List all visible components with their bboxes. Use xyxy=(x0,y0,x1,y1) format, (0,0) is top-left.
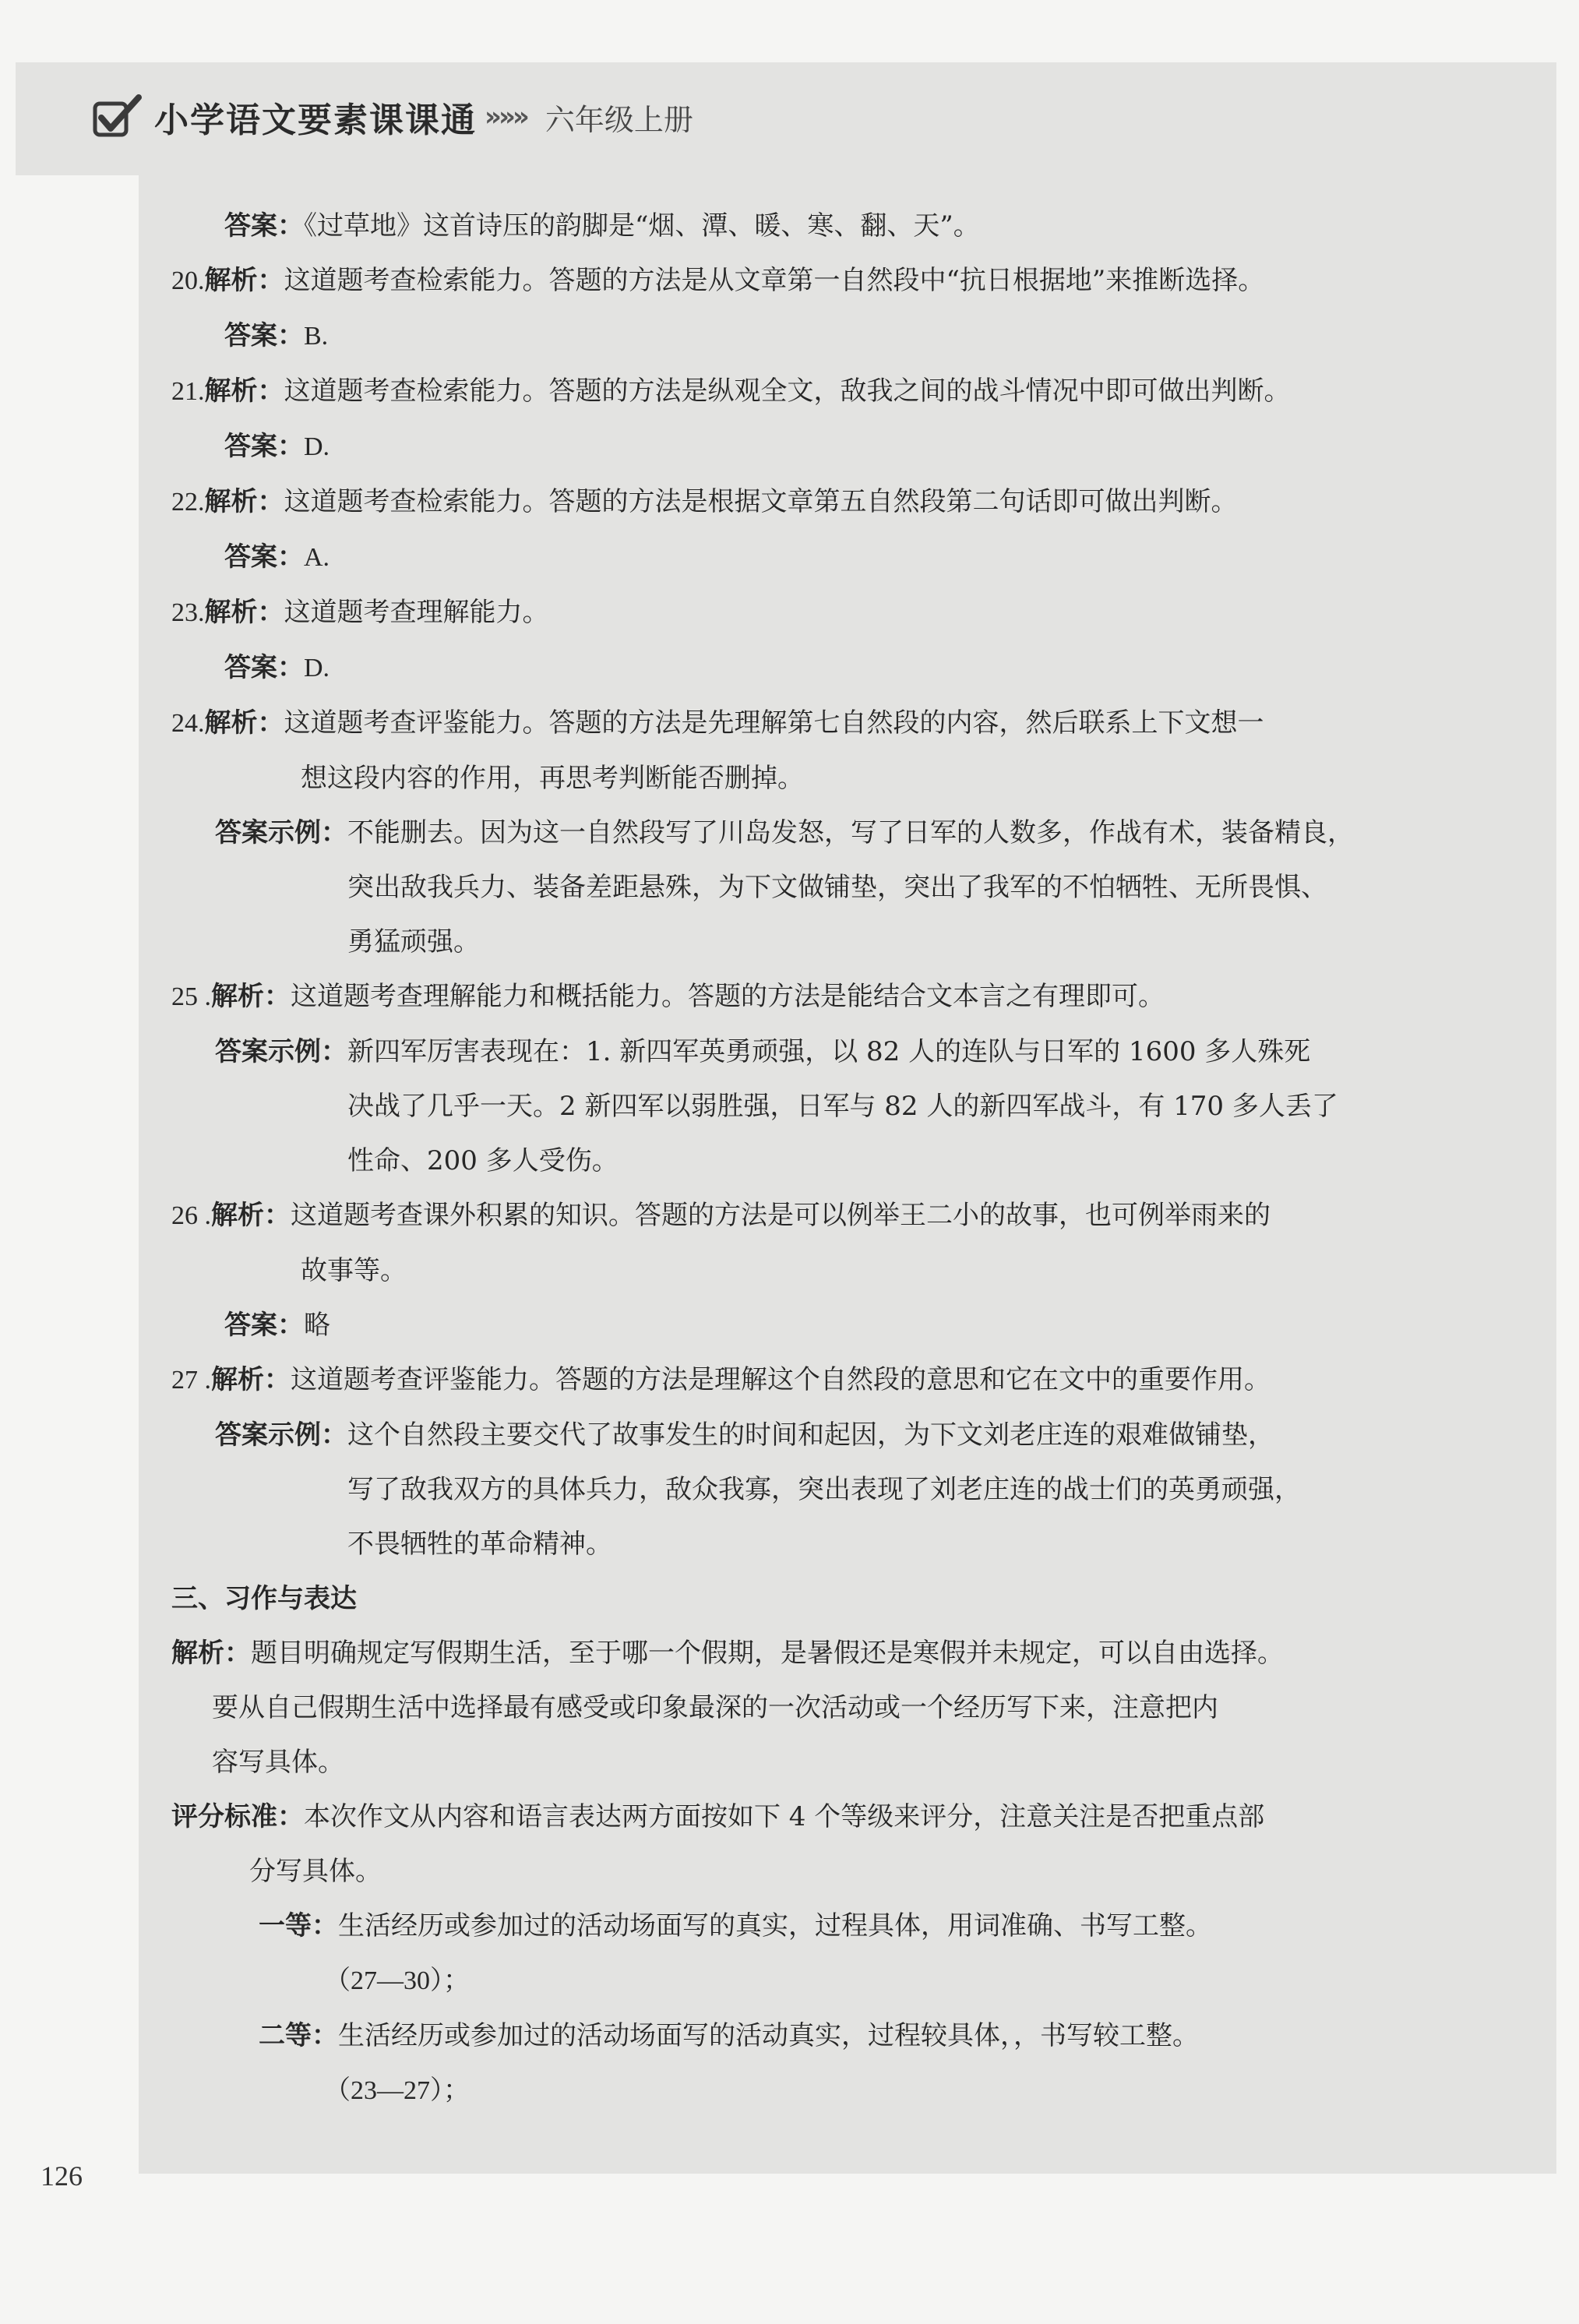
analysis-label: 解析： xyxy=(211,1200,291,1231)
text-line xyxy=(171,1079,1449,1134)
text-line xyxy=(171,1899,1449,1953)
scoring-label: 评分标准： xyxy=(171,1801,304,1832)
text-line xyxy=(171,1462,1449,1517)
text-line xyxy=(171,1844,1449,1899)
analysis-label: 解析： xyxy=(204,486,284,517)
text-line xyxy=(171,915,1449,969)
answer-example-label: 答案示例： xyxy=(215,817,347,848)
line-text: 本次作文从内容和语言表达两方面按如下 4 个等级来评分，注意关注是否把重点部 xyxy=(304,1801,1265,1832)
answer-label: 答案： xyxy=(224,431,304,462)
text-line xyxy=(171,585,1449,640)
analysis-label: 解析： xyxy=(171,1638,251,1669)
line-text: 这个自然段主要交代了故事发生的时间和起因，为下文刘老庄连的艰难做铺垫， xyxy=(347,1419,1274,1451)
answer-label: 答案： xyxy=(224,210,304,242)
line-text: 生活经历或参加过的活动场面写的活动真实，过程较具体，，书写较工整。 xyxy=(338,2020,1199,2051)
answer-text xyxy=(171,199,1449,2118)
line-text: 题目明确规定写假期生活，至于哪一个假期，是暑假还是寒假并未规定，可以自由选择。 xyxy=(251,1638,1284,1669)
text-line xyxy=(171,2008,1449,2063)
line-text: 分写具体。 xyxy=(249,1856,382,1887)
text-line xyxy=(171,1243,1449,1298)
text-line xyxy=(171,806,1449,860)
text-line xyxy=(171,1134,1449,1188)
line-text: D. xyxy=(304,654,330,682)
text-line xyxy=(171,199,1449,253)
line-text: 勇猛顽强。 xyxy=(347,926,480,957)
chevrons-decoration: »»» xyxy=(485,101,527,132)
text-line xyxy=(171,2063,1449,2118)
line-text: 这道题考查课外积累的知识。答题的方法是可以例举王二小的故事，也可例举雨来的 xyxy=(291,1200,1271,1231)
line-text: B. xyxy=(304,322,329,351)
line-text: 略 xyxy=(304,1310,330,1341)
text-line xyxy=(171,1188,1449,1243)
score-range: （23—27）； xyxy=(324,2076,470,2105)
line-text: 要从自己假期生活中选择最有感受或印象最深的一次活动或一个经历写下来，注意把内 xyxy=(212,1692,1218,1723)
answer-example-label: 答案示例： xyxy=(215,1036,347,1067)
text-line xyxy=(171,1571,1449,1626)
text-line xyxy=(171,1735,1449,1790)
line-text: 这道题考查检索能力。答题的方法是从文章第一自然段中“抗日根据地”来推断选择。 xyxy=(284,265,1265,296)
line-text: D. xyxy=(304,432,330,461)
section-title: 三、习作与表达 xyxy=(171,1583,357,1614)
line-text: 这道题考查评鉴能力。答题的方法是先理解第七自然段的内容，然后联系上下文想一 xyxy=(284,707,1264,739)
grade-first-label: 一等： xyxy=(259,1910,338,1941)
question-number: 23. xyxy=(171,598,205,627)
checkmark-box-icon xyxy=(92,93,143,141)
text-line xyxy=(171,1790,1449,1844)
line-text: 决战了几乎一天。2 新四军以弱胜强，日军与 82 人的新四军战斗，有 170 多人丢了 xyxy=(347,1091,1338,1122)
score-range: （27—30）； xyxy=(324,1966,470,1995)
question-number: 21. xyxy=(171,377,205,406)
answer-example-label: 答案示例： xyxy=(215,1419,347,1451)
analysis-label: 解析： xyxy=(204,265,284,296)
text-line xyxy=(171,1408,1449,1462)
book-title: 小学语文要素课课通 xyxy=(154,101,477,140)
page-number: 126 xyxy=(41,2160,83,2192)
analysis-label: 解析： xyxy=(204,376,284,407)
line-text: 这道题考查理解能力和概括能力。答题的方法是能结合文本言之有理即可。 xyxy=(291,981,1165,1012)
line-text: 新四军厉害表现在：1. 新四军英勇顽强，以 82 人的连队与日军的 1600 多人殊死 xyxy=(347,1036,1311,1067)
text-line xyxy=(171,860,1449,915)
text-line xyxy=(171,474,1449,530)
analysis-label: 解析： xyxy=(204,597,284,628)
line-text: 这道题考查检索能力。答题的方法是纵观全文，敌我之间的战斗情况中即可做出判断。 xyxy=(284,376,1291,407)
question-number: 22. xyxy=(171,488,205,517)
line-text: 不畏牺牲的革命精神。 xyxy=(347,1529,612,1560)
text-line xyxy=(171,1626,1449,1680)
grade-label: 六年级上册 xyxy=(545,102,693,137)
answer-label: 答案： xyxy=(224,652,304,683)
line-text: 《过草地》这首诗压的韵脚是“烟、潭、暖、寒、翻、天”。 xyxy=(304,210,980,242)
text-line xyxy=(171,419,1449,474)
analysis-label: 解析： xyxy=(211,1364,291,1395)
text-line xyxy=(171,253,1449,309)
question-number: 27 . xyxy=(171,1366,211,1395)
text-line xyxy=(171,1352,1449,1408)
line-text: 不能删去。因为这一自然段写了川岛发怒，写了日军的人数多，作战有术，装备精良， xyxy=(347,817,1354,848)
line-text: 生活经历或参加过的活动场面写的真实，过程具体，用词准确、书写工整。 xyxy=(338,1910,1212,1941)
text-line xyxy=(171,1298,1449,1352)
line-text: 容写具体。 xyxy=(212,1747,344,1778)
answer-label: 答案： xyxy=(224,320,304,351)
text-line xyxy=(171,530,1449,585)
text-line xyxy=(171,751,1449,806)
question-number: 26 . xyxy=(171,1201,211,1230)
line-text: 故事等。 xyxy=(301,1255,407,1286)
question-number: 20. xyxy=(171,266,205,295)
question-number: 24. xyxy=(171,709,205,738)
text-line xyxy=(171,1024,1449,1079)
text-line xyxy=(171,1517,1449,1571)
line-text: 写了敌我双方的具体兵力，敌众我寡，突出表现了刘老庄连的战士们的英勇顽强， xyxy=(347,1474,1301,1505)
line-text: 这道题考查理解能力。 xyxy=(284,597,549,628)
text-line xyxy=(171,1953,1449,2008)
analysis-label: 解析： xyxy=(211,981,291,1012)
answer-label: 答案： xyxy=(224,1310,304,1341)
grade-second-label: 二等： xyxy=(259,2020,338,2051)
text-line xyxy=(171,696,1449,751)
text-line xyxy=(171,1680,1449,1735)
question-number: 25 . xyxy=(171,982,211,1011)
line-text: 这道题考查评鉴能力。答题的方法是理解这个自然段的意思和它在文中的重要作用。 xyxy=(291,1364,1271,1395)
line-text: 这道题考查检索能力。答题的方法是根据文章第五自然段第二句话即可做出判断。 xyxy=(284,486,1238,517)
text-line xyxy=(171,309,1449,364)
line-text: 突出敌我兵力、装备差距悬殊，为下文做铺垫，突出了我军的不怕牺牲、无所畏惧、 xyxy=(347,872,1327,903)
line-text: A. xyxy=(304,543,330,572)
text-line xyxy=(171,969,1449,1024)
line-text: 性命、200 多人受伤。 xyxy=(347,1145,619,1176)
analysis-label: 解析： xyxy=(204,707,284,739)
line-text: 想这段内容的作用，再思考判断能否删掉。 xyxy=(301,763,804,794)
answer-label: 答案： xyxy=(224,541,304,573)
text-line xyxy=(171,364,1449,419)
text-line xyxy=(171,640,1449,696)
running-header xyxy=(92,86,693,148)
